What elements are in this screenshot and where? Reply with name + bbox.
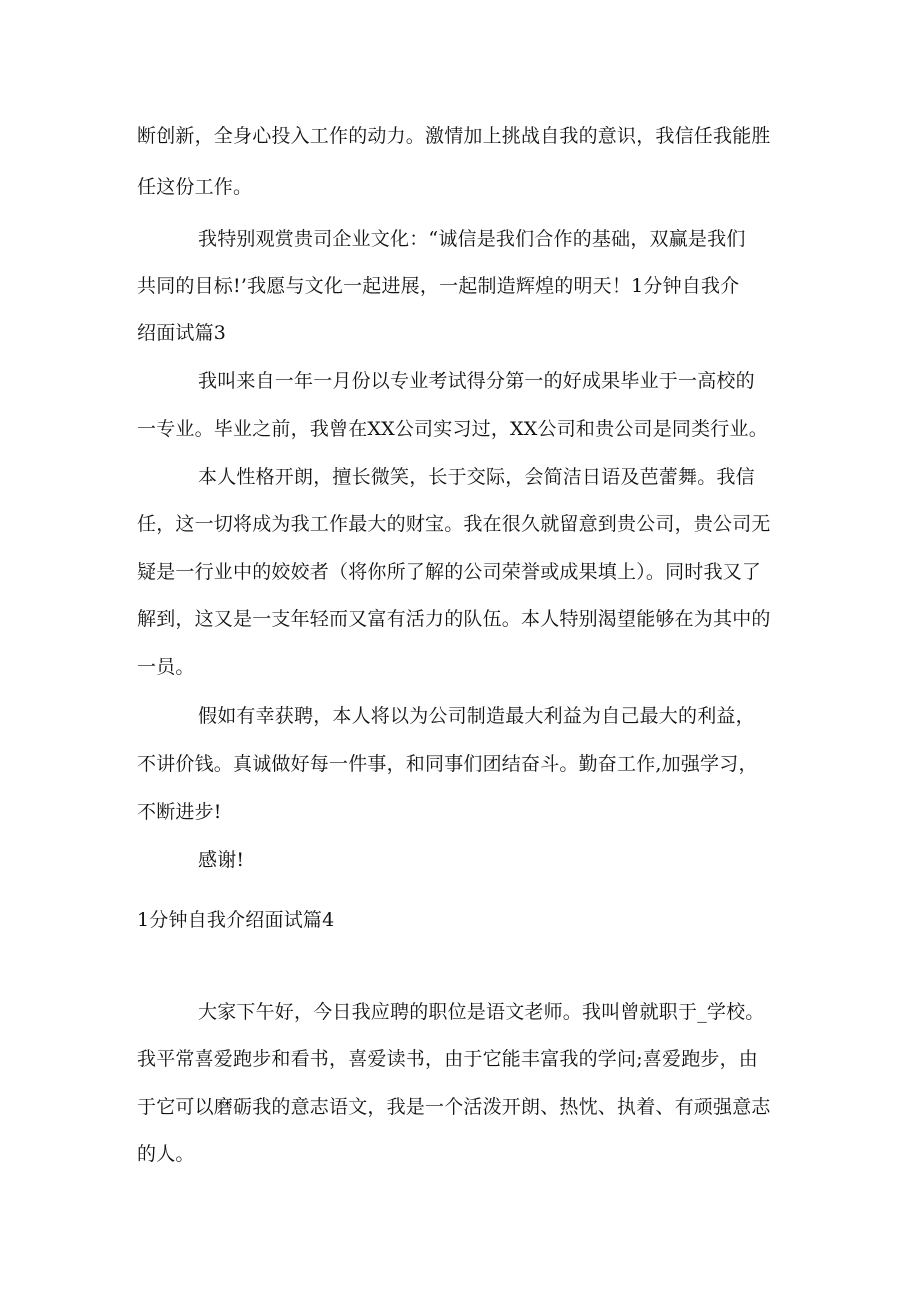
section-heading: 1分钟自我介绍面试篇4: [137, 909, 335, 931]
paragraph-line: 任，这一切将成为我工作最大的财宝。我在很久就留意到贵公司，贵公司无: [137, 513, 771, 535]
paragraph-line: 本人性格开朗，擅长微笑，长于交际，会简洁日语及芭蕾舞。我信: [198, 466, 755, 488]
paragraph-line: 感谢!: [198, 849, 245, 871]
paragraph-line: 疑是一行业中的姣姣者（将你所了解的公司荣誉或成果填上）。同时我又了: [137, 561, 762, 583]
paragraph-line: 于它可以磨砺我的意志语文，我是一个活泼开朗、热忱、执着、有顽强意志: [137, 1096, 771, 1118]
paragraph-line: 大家下午好，今日我应聘的职位是语文老师。我叫曾就职于_学校。: [198, 1001, 765, 1023]
paragraph-line: 的人。: [137, 1143, 195, 1165]
paragraph-line: 假如有幸获聘，本人将以为公司制造最大利益为自己最大的利益，: [198, 705, 755, 727]
paragraph-line: 我叫来自一年一月份以专业考试得分第一的好成果毕业于一高校的: [198, 370, 755, 392]
section-heading: 绍面试篇3: [137, 322, 227, 344]
paragraph-line: 一专业。毕业之前，我曾在XX公司实习过，XX公司和贵公司是同类行业。: [137, 418, 768, 440]
paragraph-line: 共同的目标!’我愿与文化一起进展，一起制造辉煌的明天！1分钟自我介: [137, 275, 740, 297]
paragraph-line: 任这份工作。: [137, 176, 253, 198]
paragraph-line: 一员。: [137, 656, 195, 678]
paragraph-line: 断创新，全身心投入工作的动力。激情加上挑战自我的意识，我信任我能胜: [137, 125, 771, 147]
paragraph-line: 我特别观赏贵司企业文化：“诚信是我们合作的基础，双赢是我们: [198, 228, 746, 250]
paragraph-line: 解到，这又是一支年轻而又富有活力的队伍。本人特别渴望能够在为其中的: [137, 608, 771, 630]
paragraph-line: 不讲价钱。真诚做好每一件事，和同事们团结奋斗。勤奋工作,加强学习，: [137, 753, 758, 775]
paragraph-line: 不断进步!: [137, 801, 222, 823]
paragraph-line: 我平常喜爱跑步和看书，喜爱读书，由于它能丰富我的学问;喜爱跑步，由: [137, 1048, 759, 1070]
